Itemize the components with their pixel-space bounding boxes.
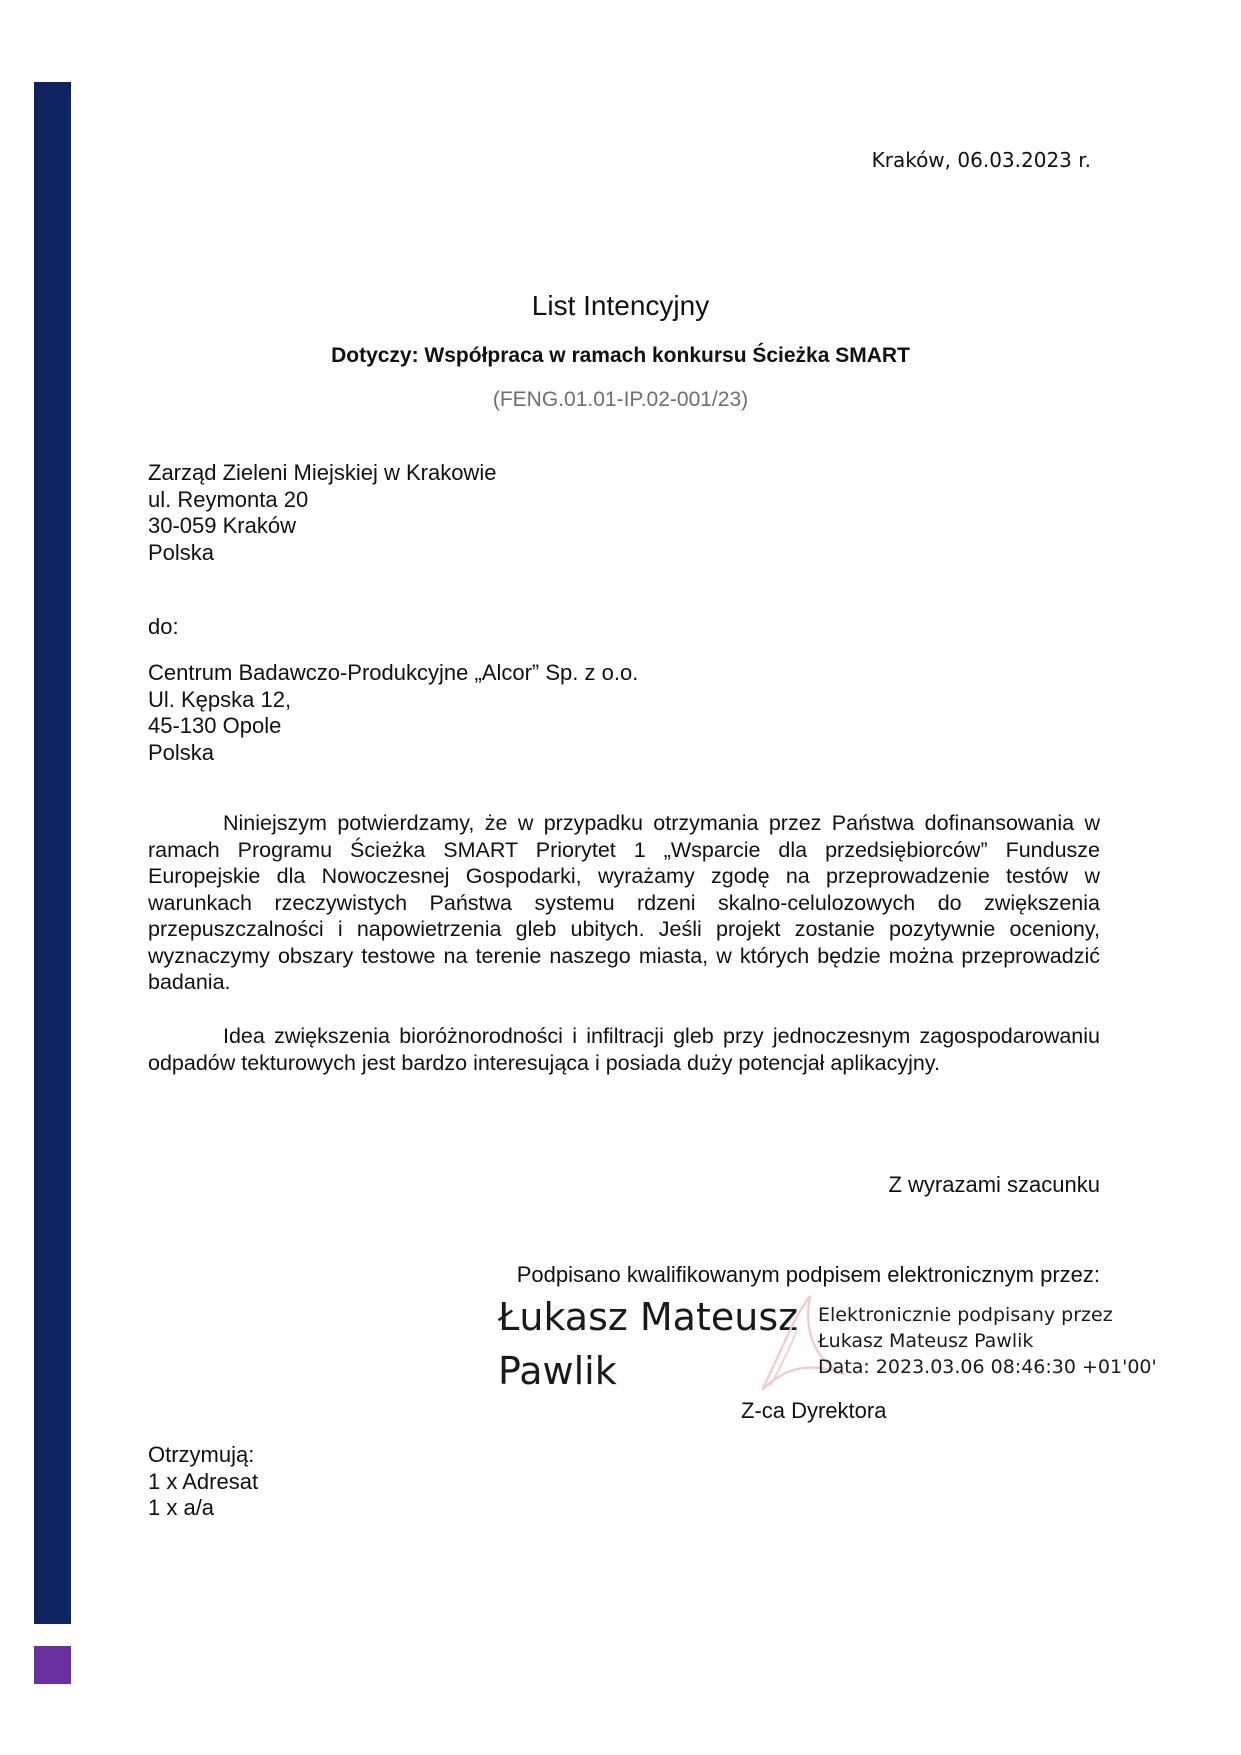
recipient-line: Polska (148, 739, 215, 765)
paragraph-text: Niniejszym potwierdzamy, że w przypadku otrzymania przez Państwa dofinansowania w ramach Programu Ścieżka SMART Priorytet 1 „Wsparcie dla przedsiębiorców” Fundusze Europejskie dla Nowoczesnej Gospodarki, wyrażamy zgodę na przeprowadzenie testów w warunkach rzeczywistych Państwa systemu rdzeni skalno-celulozowych do zwiększenia przepuszczalności i napowietrzenia gleb ubitych. Jeśli projekt zostanie pozytywnie oceniony, wyznaczymy obszary testowe na terenie naszego miasta, w których będzie można przeprowadzić badania. (148, 811, 1100, 994)
closing-phrase: Z wyrazami szacunku (888, 1172, 1100, 1197)
recipient-line: 45-130 Opole (148, 713, 282, 738)
recipient-address (148, 660, 638, 766)
recipients-item: 1 x Adresat (148, 1468, 259, 1494)
body-paragraph-2 (148, 1023, 1100, 1076)
body-paragraph-1 (148, 810, 1100, 996)
sender-line: Zarząd Zieleni Miejskiej w Krakowie (148, 460, 497, 485)
signed-by-label: Podpisano kwalifikowanym podpisem elektronicznym przez: (516, 1262, 1100, 1287)
sender-line: ul. Reymonta 20 (148, 486, 309, 512)
sender-line: 30-059 Kraków (148, 513, 296, 538)
recipient-line: Centrum Badawczo-Produkcyjne „Alcor” Sp. z o.o. (148, 660, 639, 685)
signature-details (818, 1302, 1157, 1380)
sender-line: Polska (148, 539, 215, 565)
recipients-label: Otrzymują: (148, 1442, 255, 1467)
side-decorative-square (34, 1646, 71, 1684)
sender-address (148, 460, 496, 566)
letter-title: List Intencyjny (531, 290, 710, 321)
signature-details-line: Data: 2023.03.06 08:46:30 +01'00' (818, 1356, 1157, 1378)
signature-details-line: Łukasz Mateusz Pawlik (818, 1330, 1034, 1352)
letter-subject: Dotyczy: Współpraca w ramach konkursu Ścieżka SMART (331, 344, 910, 367)
signer-role: Z-ca Dyrektora (741, 1398, 887, 1423)
program-code: (FENG.01.01-IP.02-001/23) (492, 388, 749, 411)
signature-name-line: Łukasz Mateusz (498, 1295, 799, 1339)
paragraph-text: Idea zwiększenia bioróżnorodności i infiltracji gleb przy jednoczesnym zagospodarowaniu odpadów tekturowych jest bardzo interesująca i posiada duży potencjał aplikacyjny. (148, 1024, 1100, 1075)
to-label: do: (148, 614, 179, 639)
recipient-line: Ul. Kępska 12, (148, 686, 292, 712)
recipients-item: 1 x a/a (148, 1495, 215, 1520)
recipients-list (148, 1442, 258, 1522)
signature-details-line: Elektronicznie podpisany przez (818, 1304, 1113, 1326)
signature-name-line: Pawlik (498, 1349, 617, 1393)
letter-date: Kraków, 06.03.2023 r. (871, 148, 1091, 172)
